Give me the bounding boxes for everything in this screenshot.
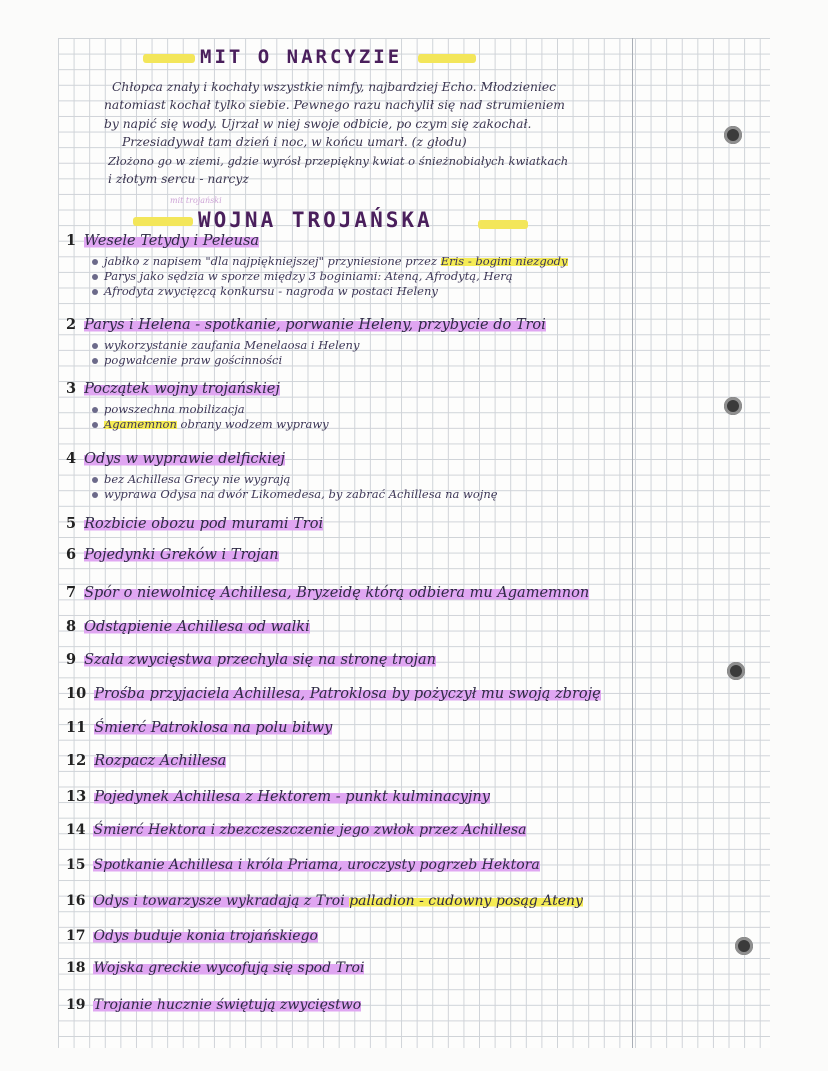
title-highlight-left: [143, 54, 195, 63]
bullet-icon: [92, 358, 98, 364]
item-text: Parys i Helena - spotkanie, porwanie Heleny, przybycie do Troi: [84, 317, 546, 333]
sub-item: [92, 353, 282, 367]
narcyz-line: i złotym sercu - narcyz: [108, 172, 249, 186]
list-item: [66, 857, 540, 873]
punch-hole: [724, 397, 742, 415]
list-item: [66, 618, 310, 635]
item-text: Odstąpienie Achillesa od walki: [84, 619, 310, 635]
title-highlight-right: [478, 220, 528, 229]
bullet-icon: [92, 407, 98, 413]
item-text: Rozpacz Achillesa: [94, 753, 227, 769]
title-highlight-right: [418, 54, 476, 63]
item-text: Odys w wyprawie delfickiej: [84, 451, 286, 467]
list-item: [66, 232, 259, 249]
margin-note: mit trojański: [170, 196, 222, 205]
sub-text: jabłko z napisem "dla najpiękniejszej" przyniesione przez: [104, 254, 441, 268]
list-item: [66, 719, 332, 736]
item-number: 7: [66, 584, 77, 601]
item-text: Pojedynek Achillesa z Hektorem - punkt kulminacyjny: [94, 789, 490, 805]
list-item: [66, 893, 583, 909]
sub-item: [92, 269, 513, 283]
item-text: Trojanie hucznie świętują zwycięstwo: [93, 997, 362, 1013]
item-text: Prośba przyjaciela Achillesa, Patroklosa by pożyczył mu swoją zbroję: [94, 686, 601, 702]
sub-item: [92, 417, 329, 431]
punch-hole: [735, 937, 753, 955]
bullet-icon: [92, 259, 98, 265]
item-number: 5: [66, 515, 77, 532]
item-text: Rozbicie obozu pod murami Troi: [84, 516, 324, 532]
item-number: 13: [66, 788, 87, 805]
punch-hole: [727, 662, 745, 680]
bullet-icon: [92, 343, 98, 349]
item-text: Spotkanie Achillesa i króla Priama, uroczysty pogrzeb Hektora: [93, 857, 540, 873]
narcyz-line: Złożono go w ziemi, gdzie wyrósł przepiękny kwiat o śnieżnobiałych kwiatkach: [108, 154, 569, 168]
bullet-icon: [92, 477, 98, 483]
sub-text: bez Achillesa Grecy nie wygrają: [104, 472, 291, 486]
bullet-icon: [92, 289, 98, 295]
item-number: 17: [66, 928, 86, 944]
bullet-icon: [92, 274, 98, 280]
list-item: [66, 546, 279, 563]
item-number: 3: [66, 380, 77, 397]
list-item: [66, 997, 361, 1013]
punch-hole: [724, 126, 742, 144]
narcyz-title: MIT O NARCYZIE: [200, 46, 403, 68]
item-number: 12: [66, 752, 87, 769]
item-number: 15: [66, 857, 86, 873]
item-text: Odys buduje konia trojańskiego: [93, 928, 318, 944]
list-item: [66, 752, 226, 769]
item-text: Szala zwycięstwa przechyla się na stronę trojan: [84, 652, 436, 668]
narcyz-line: by napić się wody. Ujrzał w niej swoje odbicie, po czym się zakochał.: [104, 117, 532, 131]
title-highlight-left: [133, 217, 193, 226]
item-number: 9: [66, 651, 77, 668]
list-item: [66, 788, 490, 805]
item-number: 2: [66, 316, 77, 333]
sub-text: wykorzystanie zaufania Menelaosa i Heleny: [104, 338, 360, 352]
sub-text: Parys jako sędzia w sporze między 3 boginiami: Ateną, Afrodytą, Herą: [104, 269, 513, 283]
item-number: 8: [66, 618, 77, 635]
list-item: [66, 685, 601, 702]
margin-line: [632, 38, 633, 1048]
list-item: [66, 515, 323, 532]
list-item: [66, 928, 318, 944]
sub-text: Afrodyta zwycięzcą konkursu - nagroda w postaci Heleny: [104, 284, 438, 298]
item-text: Śmierć Patroklosa na polu bitwy: [94, 720, 333, 736]
item-text: Śmierć Hektora i zbezczeszczenie jego zwłok przez Achillesa: [93, 822, 527, 838]
troja-title: WOJNA TROJAŃSKA: [198, 208, 433, 232]
item-number: 19: [66, 997, 86, 1013]
narcyz-line: Przesiadywał tam dzień i noc, w końcu umarł. (z głodu): [122, 135, 467, 149]
sub-highlight: Agamemnon: [104, 417, 177, 431]
item-number: 16: [66, 893, 86, 909]
list-item: [66, 316, 546, 333]
item-text: Początek wojny trojańskiej: [84, 381, 280, 397]
sub-item: [92, 338, 359, 352]
sub-text: obrany wodzem wyprawy: [176, 417, 329, 431]
list-item: [66, 651, 436, 668]
list-item: [66, 380, 280, 397]
item-number: 6: [66, 546, 77, 563]
item-number: 1: [66, 232, 77, 249]
item-text: Wojska greckie wycofują się spod Troi: [93, 960, 365, 976]
item-text: Odys i towarzysze wykradają z Troi: [93, 893, 350, 909]
item-number: 10: [66, 685, 87, 702]
sub-item: [92, 284, 438, 298]
sub-text: pogwałcenie praw gościnności: [104, 353, 283, 367]
sub-item: [92, 402, 245, 416]
narcyz-line: natomiast kochał tylko siebie. Pewnego razu nachylił się nad strumieniem: [104, 98, 565, 112]
list-item: [66, 584, 589, 601]
narcyz-line: Chłopca znały i kochały wszystkie nimfy, najbardziej Echo. Młodzieniec: [112, 80, 557, 94]
item-highlight: palladion - cudowny posąg Ateny: [349, 893, 583, 909]
list-item: [66, 450, 285, 467]
sub-item: [92, 487, 498, 501]
item-text: Pojedynki Greków i Trojan: [84, 547, 279, 563]
sub-item: [92, 254, 568, 268]
item-number: 14: [66, 822, 86, 838]
bullet-icon: [92, 422, 98, 428]
item-number: 11: [66, 719, 87, 736]
list-item: [66, 822, 526, 838]
bullet-icon: [92, 492, 98, 498]
item-number: 4: [66, 450, 77, 467]
sub-highlight: Eris - bogini niezgody: [440, 254, 568, 268]
sub-text: wyprawa Odysa na dwór Likomedesa, by zabrać Achillesa na wojnę: [104, 487, 498, 501]
sub-item: [92, 472, 290, 486]
list-item: [66, 960, 364, 976]
item-number: 18: [66, 960, 86, 976]
item-text: Wesele Tetydy i Peleusa: [84, 233, 260, 249]
item-text: Spór o niewolnicę Achillesa, Bryzeidę którą odbiera mu Agamemnon: [84, 585, 590, 601]
sub-text: powszechna mobilizacja: [104, 402, 245, 416]
